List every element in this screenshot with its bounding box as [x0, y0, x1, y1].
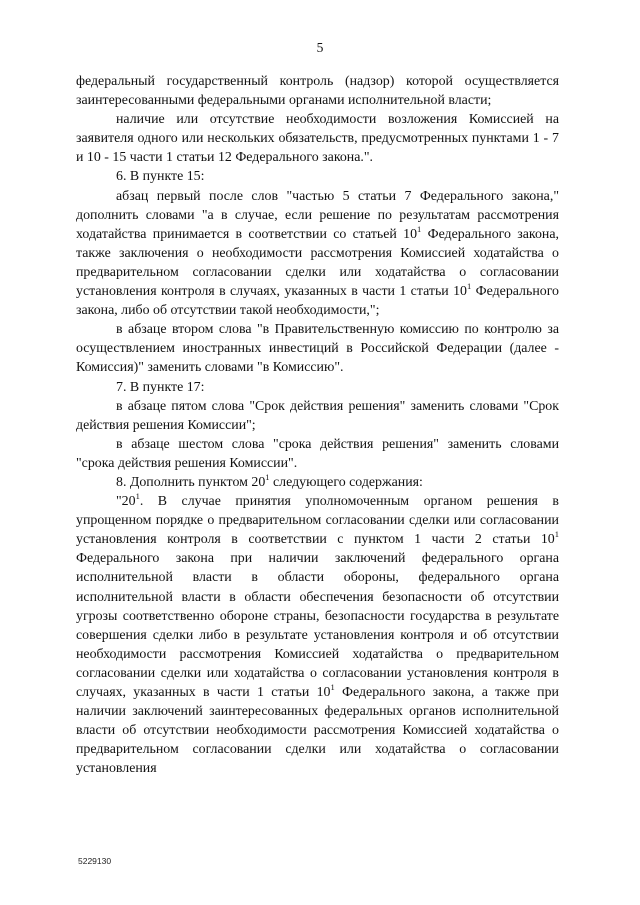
text-run: 8. Дополнить пунктом 20	[116, 474, 266, 490]
document-body	[76, 72, 559, 778]
text-run: 6. В пункте 15:	[116, 169, 205, 185]
superscript: 1	[417, 223, 422, 234]
text-run: в абзаце втором слова "в Правительственную комиссию по контролю за осуществлением иностранных инвестиций в Российской Федерации (далее - Комиссия)" заменить словами "в Комиссию".	[76, 322, 559, 376]
text-run: следующего содержания:	[269, 474, 423, 490]
paragraph	[76, 320, 559, 377]
paragraph	[76, 110, 559, 167]
superscript: 1	[135, 491, 140, 502]
page-number: 5	[316, 40, 324, 55]
paragraph	[76, 435, 559, 473]
text-run: Федерального закона, а также при наличии заключений заинтересованных федеральных органов исполнительной власти об отсутствии необходимости рассмотрения Комиссией ходатайства о предварительном согласовании сделки или ходатайства о согласовании установления	[76, 685, 559, 777]
superscript: 1	[330, 682, 335, 692]
paragraph	[76, 378, 559, 397]
paragraph	[76, 72, 559, 110]
text-run: "20	[116, 494, 136, 510]
text-run: в абзаце пятом слова "Срок действия решения" заменить словами "Срок действия решения Комиссии";	[76, 398, 559, 433]
text-run: . В случае принятия уполномоченным органом решения в упрощенном порядке о предварительном согласовании сделки или согласовании установления контроля в соответствии с пунктом 1 части 2 статьи 10	[76, 494, 559, 548]
document-code: 5229130	[78, 856, 112, 866]
paragraph	[76, 167, 559, 186]
text-run: Федерального закона, либо об отсутствии такой необходимости,";	[76, 284, 559, 319]
text-run: 7. В пункте 17:	[116, 379, 205, 395]
paragraph	[76, 397, 559, 435]
text-run: наличие или отсутствие необходимости возложения Комиссией на заявителя одного или нескольких обязательств, предусмотренных пунктами 1 - 7 и 10 - 15 части 1 статьи 12 Федерального закона.".	[76, 112, 559, 166]
text-run: абзац первый после слов "частью 5 статьи 7 Федерального закона," дополнить словами "а в случае, если решение по результатам рассмотрения ходатайства принимается в соответствии со статьей 10	[76, 188, 559, 242]
superscript: 1	[265, 471, 270, 482]
paragraph	[76, 187, 559, 321]
superscript: 1	[554, 529, 559, 540]
superscript: 1	[467, 281, 472, 292]
paragraph	[76, 473, 559, 492]
text-run: Федерального закона при наличии заключений федерального органа исполнительной власти в области обороны, федерального органа исполнительной власти в области обеспечения безопасности об отсутствии угрозы соответственно обороне страны, безопасности государства в результате совершения сделки либо в результате установления контроля и об отсутствии необходимости рассмотрения Комиссией ходатайства о предварительном согласовании сделки или ходатайства о согласовании установления контроля в случаях, указанных в части 1 статьи 10	[76, 551, 559, 700]
text-run: Федерального закона, также заключения о необходимости рассмотрения Комиссией ходатайства о предварительном согласовании сделки или ходатайства о согласовании установления контроля в случаях, указанных в части 1 статьи 10	[76, 226, 559, 300]
text-run: в абзаце шестом слова "срока действия решения" заменить словами "срока действия решения Комиссии".	[76, 436, 559, 471]
paragraph	[76, 492, 559, 778]
text-run: федеральный государственный контроль (надзор) которой осуществляется заинтересованными федеральными органами исполнительной власти;	[76, 74, 559, 109]
